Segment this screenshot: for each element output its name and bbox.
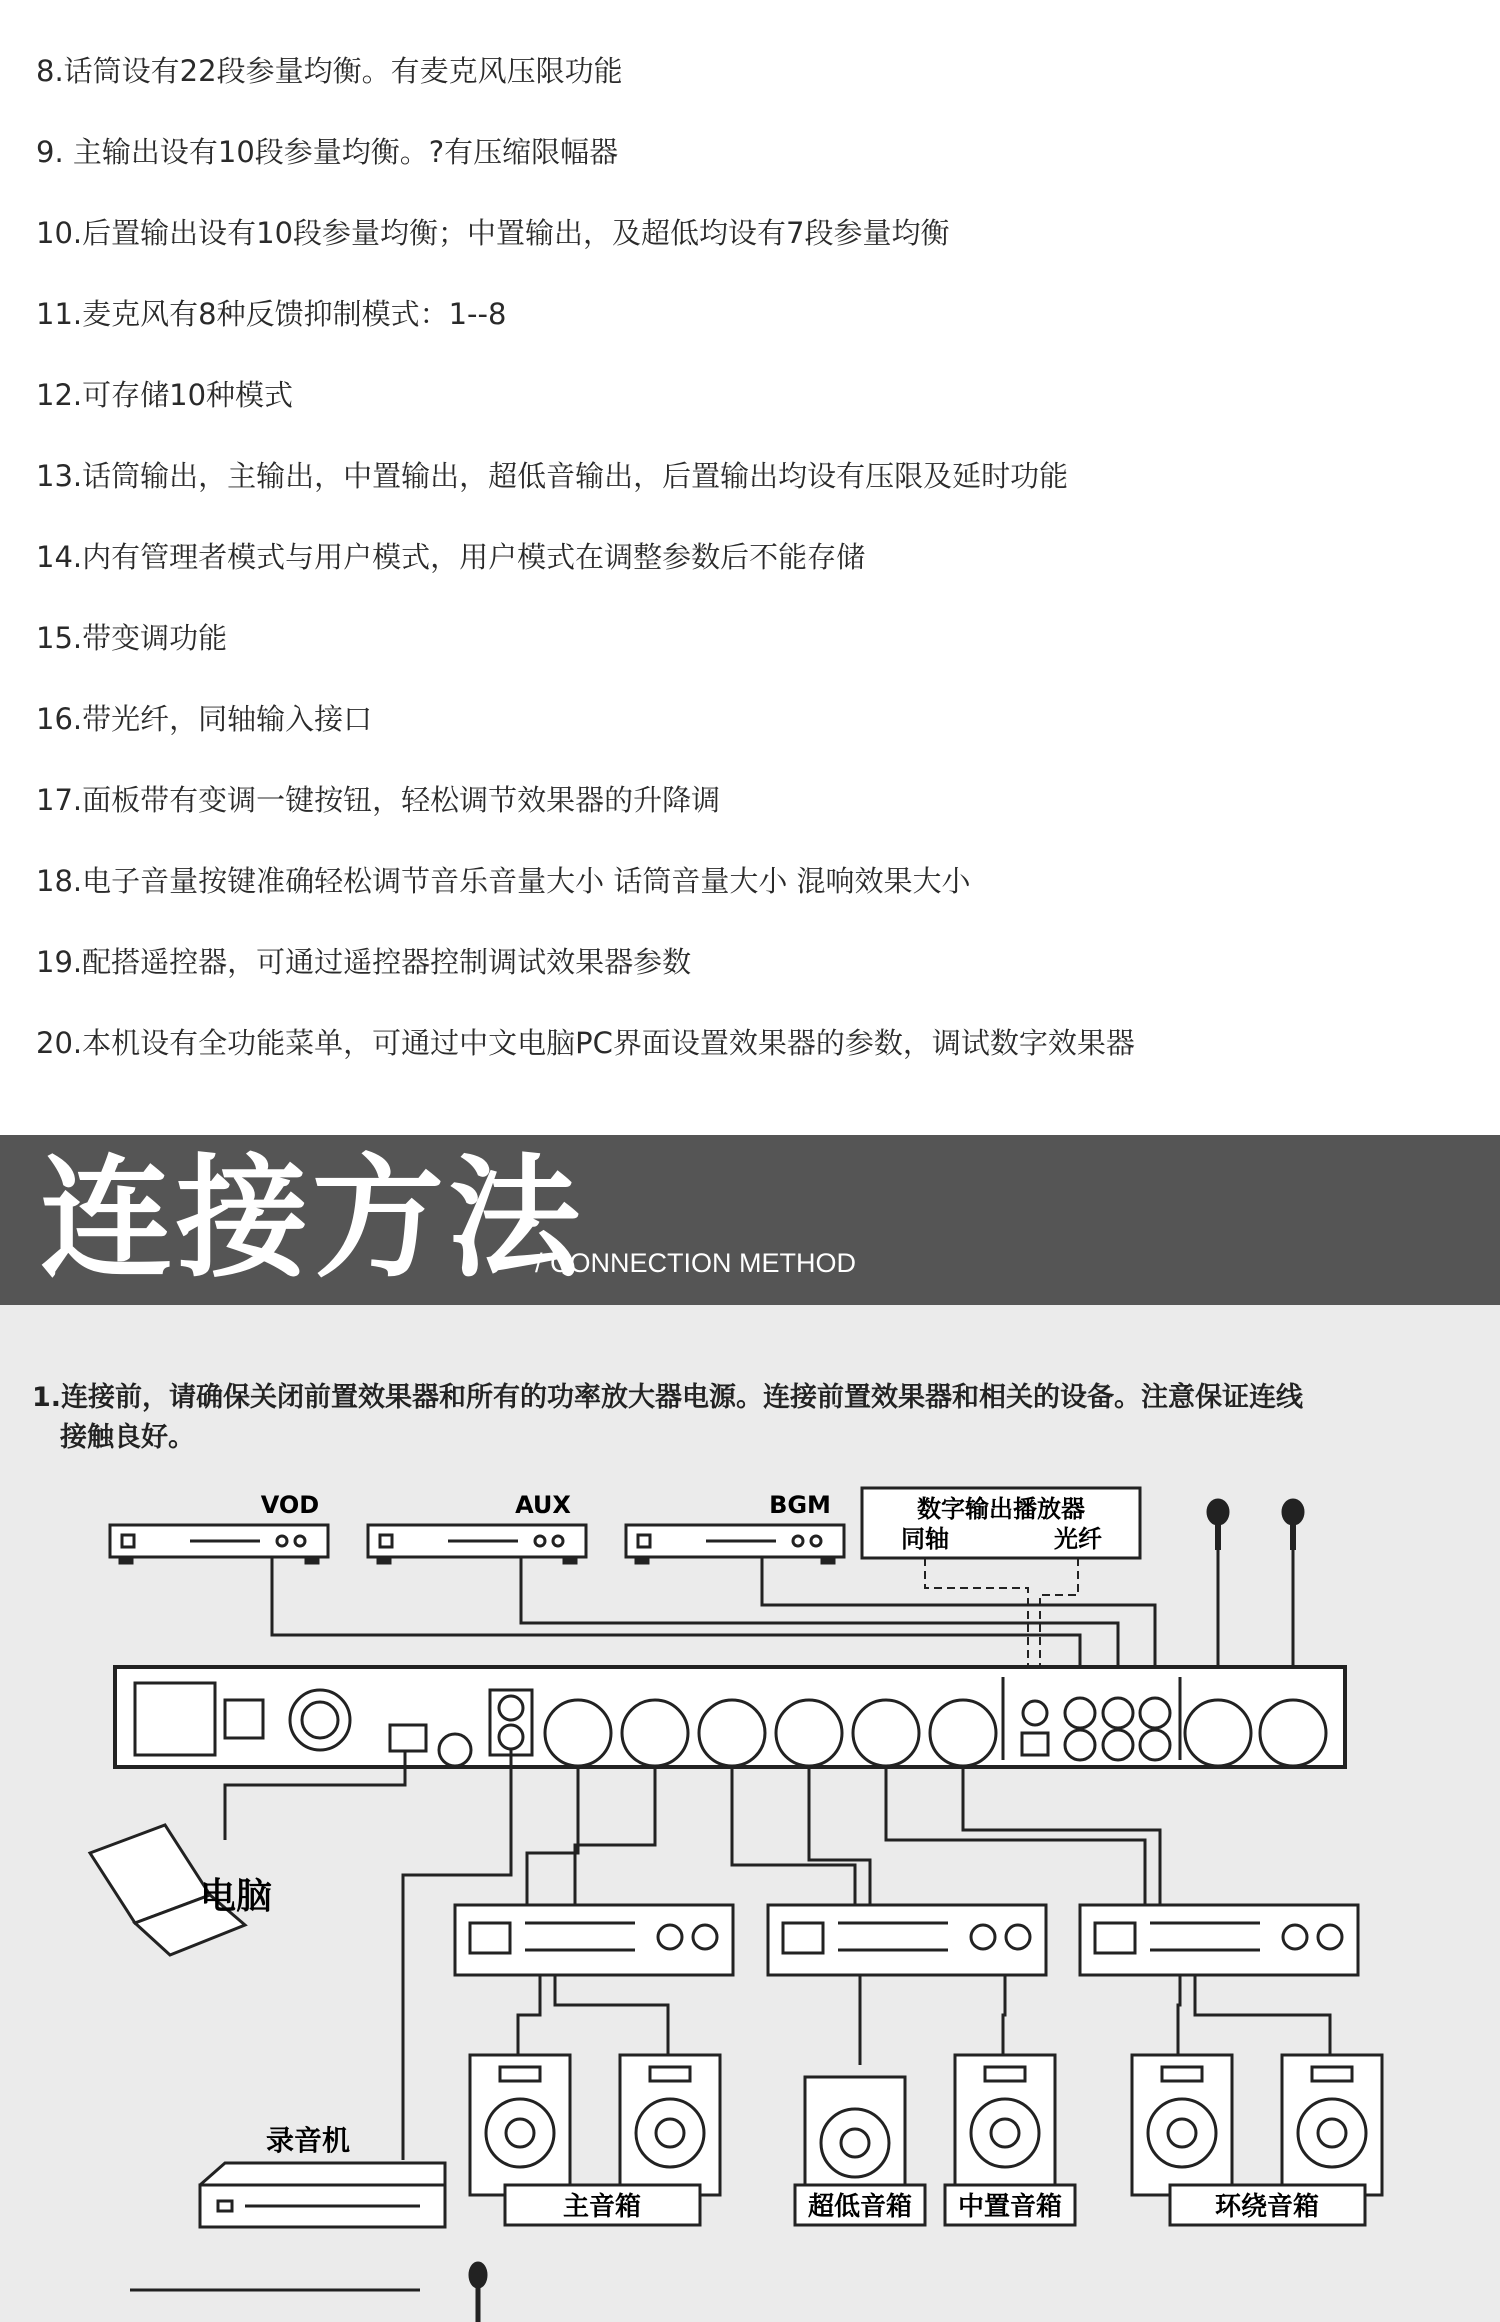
computer-label: 电脑 bbox=[200, 1876, 273, 1917]
microphone-icon bbox=[1283, 1500, 1303, 1550]
feature-item: 9. 主输出设有10段参量均衡。?有压缩限幅器 bbox=[36, 135, 619, 169]
microphone-icon bbox=[1208, 1500, 1228, 1550]
coax-label: 同轴 bbox=[901, 1525, 949, 1553]
feature-item: 12.可存储10种模式 bbox=[36, 378, 294, 412]
amplifier bbox=[455, 1905, 733, 1975]
aux-player bbox=[368, 1525, 586, 1563]
feature-item: 18.电子音量按键准确轻松调节音乐音量大小 话筒音量大小 混响效果大小 bbox=[36, 864, 971, 898]
feature-list bbox=[0, 0, 1500, 1135]
section-banner bbox=[0, 1135, 1500, 1305]
bgm-player bbox=[626, 1525, 844, 1563]
feature-item: 10.后置输出设有10段参量均衡；中置输出，及超低均设有7段参量均衡 bbox=[36, 216, 950, 250]
optical-label: 光纤 bbox=[1054, 1525, 1102, 1553]
banner-title: 连接方法 bbox=[40, 1142, 584, 1296]
effects-processor bbox=[115, 1667, 1345, 1767]
source-label-aux: AUX bbox=[515, 1491, 571, 1519]
speaker-icon bbox=[805, 2077, 905, 2195]
speaker-icon bbox=[620, 2055, 720, 2195]
step-line-1: 1.连接前，请确保关闭前置效果器和所有的功率放大器电源。连接前置效果器和相关的设备。注意保证连线 bbox=[32, 1382, 1304, 1413]
source-label-bgm: BGM bbox=[769, 1491, 831, 1519]
feature-item: 13.话筒输出，主输出，中置输出，超低音输出，后置输出均设有压限及延时功能 bbox=[36, 459, 1069, 493]
feature-item: 14.内有管理者模式与用户模式，用户模式在调整参数后不能存储 bbox=[36, 540, 866, 574]
feature-item: 11.麦克风有8种反馈抑制模式：1--8 bbox=[36, 297, 507, 331]
speaker-icon bbox=[470, 2055, 570, 2195]
feature-item: 8.话筒设有22段参量均衡。有麦克风压限功能 bbox=[36, 54, 623, 88]
speaker-label-sub: 超低音箱 bbox=[807, 2192, 913, 2222]
speaker-icon bbox=[1282, 2055, 1382, 2195]
speaker-label-center: 中置音箱 bbox=[957, 2192, 1063, 2222]
connection-diagram bbox=[0, 1305, 1500, 2322]
recorder-icon bbox=[200, 2163, 445, 2227]
feature-item: 16.带光纤，同轴输入接口 bbox=[36, 702, 373, 736]
speaker-icon bbox=[955, 2055, 1055, 2195]
amplifier bbox=[768, 1905, 1046, 1975]
step-line-2: 接触良好。 bbox=[60, 1422, 195, 1453]
speaker-label-main: 主音箱 bbox=[562, 2192, 642, 2222]
vod-player bbox=[110, 1525, 328, 1563]
amplifier bbox=[1080, 1905, 1358, 1975]
feature-item: 20.本机设有全功能菜单，可通过中文电脑PC界面设置效果器的参数，调试数字效果器 bbox=[36, 1026, 1135, 1060]
source-label-vod: VOD bbox=[260, 1491, 320, 1519]
feature-item: 19.配搭遥控器，可通过遥控器控制调试效果器参数 bbox=[36, 945, 692, 979]
speaker-label-surround: 环绕音箱 bbox=[1214, 2192, 1320, 2222]
feature-item: 15.带变调功能 bbox=[36, 621, 228, 655]
feature-item: 17.面板带有变调一键按钮，轻松调节效果器的升降调 bbox=[36, 783, 721, 817]
recorder-label: 录音机 bbox=[265, 2124, 351, 2157]
banner-subtitle: / CONNECTION METHOD bbox=[535, 1248, 856, 1278]
speaker-icon bbox=[1132, 2055, 1232, 2195]
digital-player-title: 数字输出播放器 bbox=[917, 1495, 1085, 1523]
